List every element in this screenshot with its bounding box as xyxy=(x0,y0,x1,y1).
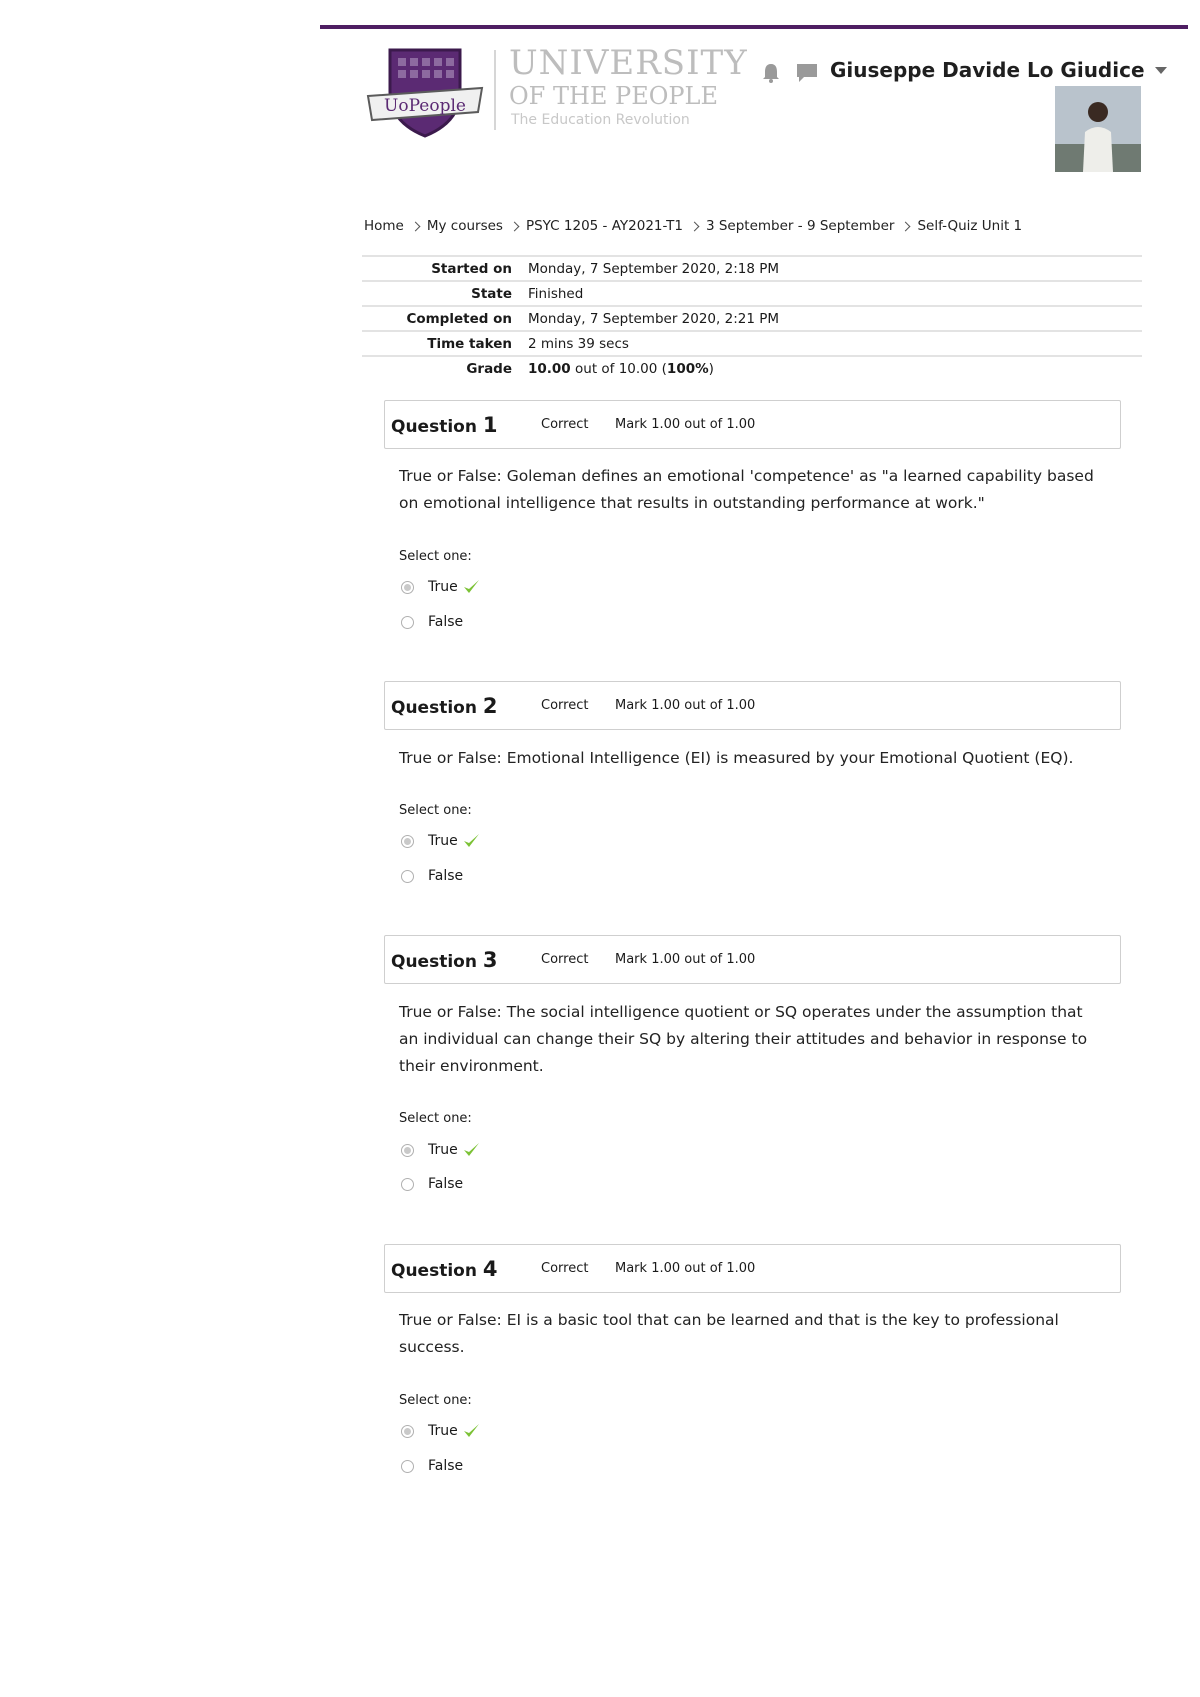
question-1-state: Correct xyxy=(541,417,589,432)
question-number: 2 xyxy=(482,693,498,718)
radio-false[interactable] xyxy=(401,1178,414,1191)
question-4-mark: Mark 1.00 out of 1.00 xyxy=(615,1261,756,1276)
brand-title: UNIVERSITY xyxy=(509,43,748,83)
chat-icon[interactable] xyxy=(796,63,818,83)
breadcrumb-course[interactable]: PSYC 1205 - AY2021-T1 xyxy=(525,218,683,234)
radio-true[interactable] xyxy=(401,581,414,594)
option-false-label: False xyxy=(428,1458,464,1474)
question-1-mark: Mark 1.00 out of 1.00 xyxy=(615,417,756,432)
option-false-label: False xyxy=(428,868,464,884)
question-4-prompt: Select one: xyxy=(399,1393,472,1408)
option-true-label: True xyxy=(428,1423,458,1439)
option-true-label: True xyxy=(428,833,458,849)
question-2-header xyxy=(384,681,1121,730)
question-3-mark: Mark 1.00 out of 1.00 xyxy=(615,952,756,967)
started-on-label: Started on xyxy=(431,260,512,277)
chevron-down-icon xyxy=(1155,67,1167,74)
question-number: 3 xyxy=(482,947,498,972)
question-1-header xyxy=(384,400,1121,449)
question-number: 4 xyxy=(482,1256,498,1281)
question-number: 1 xyxy=(482,412,498,437)
user-name: Giuseppe Davide Lo Giudice xyxy=(830,58,1145,82)
question-3-state: Correct xyxy=(541,952,589,967)
question-label: Question xyxy=(391,697,477,718)
option-false-label: False xyxy=(428,614,464,630)
radio-false[interactable] xyxy=(401,870,414,883)
question-4-state: Correct xyxy=(541,1261,589,1276)
option-true-label: True xyxy=(428,1142,458,1158)
breadcrumb xyxy=(364,218,1022,234)
state-label: State xyxy=(471,285,512,302)
attempt-summary-table xyxy=(362,255,1142,380)
chevron-right-icon xyxy=(510,221,520,231)
grade-value xyxy=(528,361,714,377)
option-false-label: False xyxy=(428,1176,464,1192)
summary-row-grade xyxy=(362,355,1142,380)
radio-false[interactable] xyxy=(401,616,414,629)
question-4-option-false[interactable] xyxy=(401,1458,463,1474)
question-3-title xyxy=(391,948,541,972)
grade-outof: out of 10.00 ( xyxy=(575,360,667,377)
question-1-text: True or False: Goleman defines an emotional 'competence' as "a learned capability based on emotional intelligence that results in outstanding performance at work." xyxy=(399,467,1094,512)
time-taken-label: Time taken xyxy=(427,335,512,352)
check-icon xyxy=(462,832,480,850)
grade-close: ) xyxy=(708,360,714,377)
completed-on-label: Completed on xyxy=(406,310,512,327)
question-label: Question xyxy=(391,1260,477,1281)
chevron-right-icon xyxy=(690,221,700,231)
chevron-right-icon xyxy=(901,221,911,231)
question-2-state: Correct xyxy=(541,698,589,713)
grade-percent: 100% xyxy=(666,360,709,377)
avatar-photo xyxy=(1055,86,1141,172)
question-2-mark: Mark 1.00 out of 1.00 xyxy=(615,698,756,713)
summary-row-state xyxy=(362,280,1142,305)
question-3-prompt: Select one: xyxy=(399,1111,472,1126)
question-1-option-false[interactable] xyxy=(401,614,463,630)
avatar[interactable] xyxy=(1055,86,1141,172)
question-2-prompt: Select one: xyxy=(399,803,472,818)
question-label: Question xyxy=(391,951,477,972)
question-label: Question xyxy=(391,416,477,437)
question-4-option-true[interactable] xyxy=(401,1422,480,1440)
summary-row-completed xyxy=(362,305,1142,330)
question-2-text: True or False: Emotional Intelligence (EI) is measured by your Emotional Quotient (EQ). xyxy=(399,749,1074,767)
brand-subtitle: OF THE PEOPLE xyxy=(509,82,718,110)
completed-on-value: Monday, 7 September 2020, 2:21 PM xyxy=(528,310,780,327)
question-4-text: True or False: EI is a basic tool that can be learned and that is the key to professional success. xyxy=(399,1311,1059,1356)
radio-true[interactable] xyxy=(401,835,414,848)
question-3-option-true[interactable] xyxy=(401,1141,480,1159)
check-icon xyxy=(462,578,480,596)
question-2-option-true[interactable] xyxy=(401,832,480,850)
state-value: Finished xyxy=(528,285,584,302)
radio-true[interactable] xyxy=(401,1144,414,1157)
check-icon xyxy=(462,1141,480,1159)
top-accent-bar xyxy=(320,25,1188,29)
breadcrumb-week[interactable]: 3 September - 9 September xyxy=(705,218,895,234)
question-1-title xyxy=(391,413,541,437)
started-on-value: Monday, 7 September 2020, 2:18 PM xyxy=(528,260,780,277)
question-3-option-false[interactable] xyxy=(401,1176,463,1192)
check-icon xyxy=(462,1422,480,1440)
question-2-title xyxy=(391,694,541,718)
radio-false[interactable] xyxy=(401,1460,414,1473)
chevron-right-icon xyxy=(410,221,420,231)
question-2-option-false[interactable] xyxy=(401,868,463,884)
question-3-text: True or False: The social intelligence quotient or SQ operates under the assumption that an individual can change their SQ by altering their attitudes and behavior in response to their environment. xyxy=(399,1003,1088,1075)
question-1-prompt: Select one: xyxy=(399,549,472,564)
uopeople-logo[interactable] xyxy=(366,44,484,140)
summary-row-started xyxy=(362,255,1142,280)
grade-score: 10.00 xyxy=(528,360,571,377)
breadcrumb-quiz[interactable]: Self-Quiz Unit 1 xyxy=(917,218,1023,234)
breadcrumb-my-courses[interactable]: My courses xyxy=(426,218,503,234)
brand-tagline: The Education Revolution xyxy=(511,112,690,128)
radio-true[interactable] xyxy=(401,1425,414,1438)
logo-divider xyxy=(494,50,496,130)
question-1-option-true[interactable] xyxy=(401,578,480,596)
logo-text: UoPeople xyxy=(384,96,466,116)
time-taken-value: 2 mins 39 secs xyxy=(528,335,629,352)
summary-row-time xyxy=(362,330,1142,355)
option-true-label: True xyxy=(428,579,458,595)
user-menu[interactable] xyxy=(830,58,1167,82)
question-4-header xyxy=(384,1244,1121,1293)
grade-label: Grade xyxy=(466,360,512,377)
breadcrumb-home[interactable]: Home xyxy=(364,218,404,234)
question-4-title xyxy=(391,1257,541,1281)
bell-icon[interactable] xyxy=(762,63,780,83)
question-3-header xyxy=(384,935,1121,984)
